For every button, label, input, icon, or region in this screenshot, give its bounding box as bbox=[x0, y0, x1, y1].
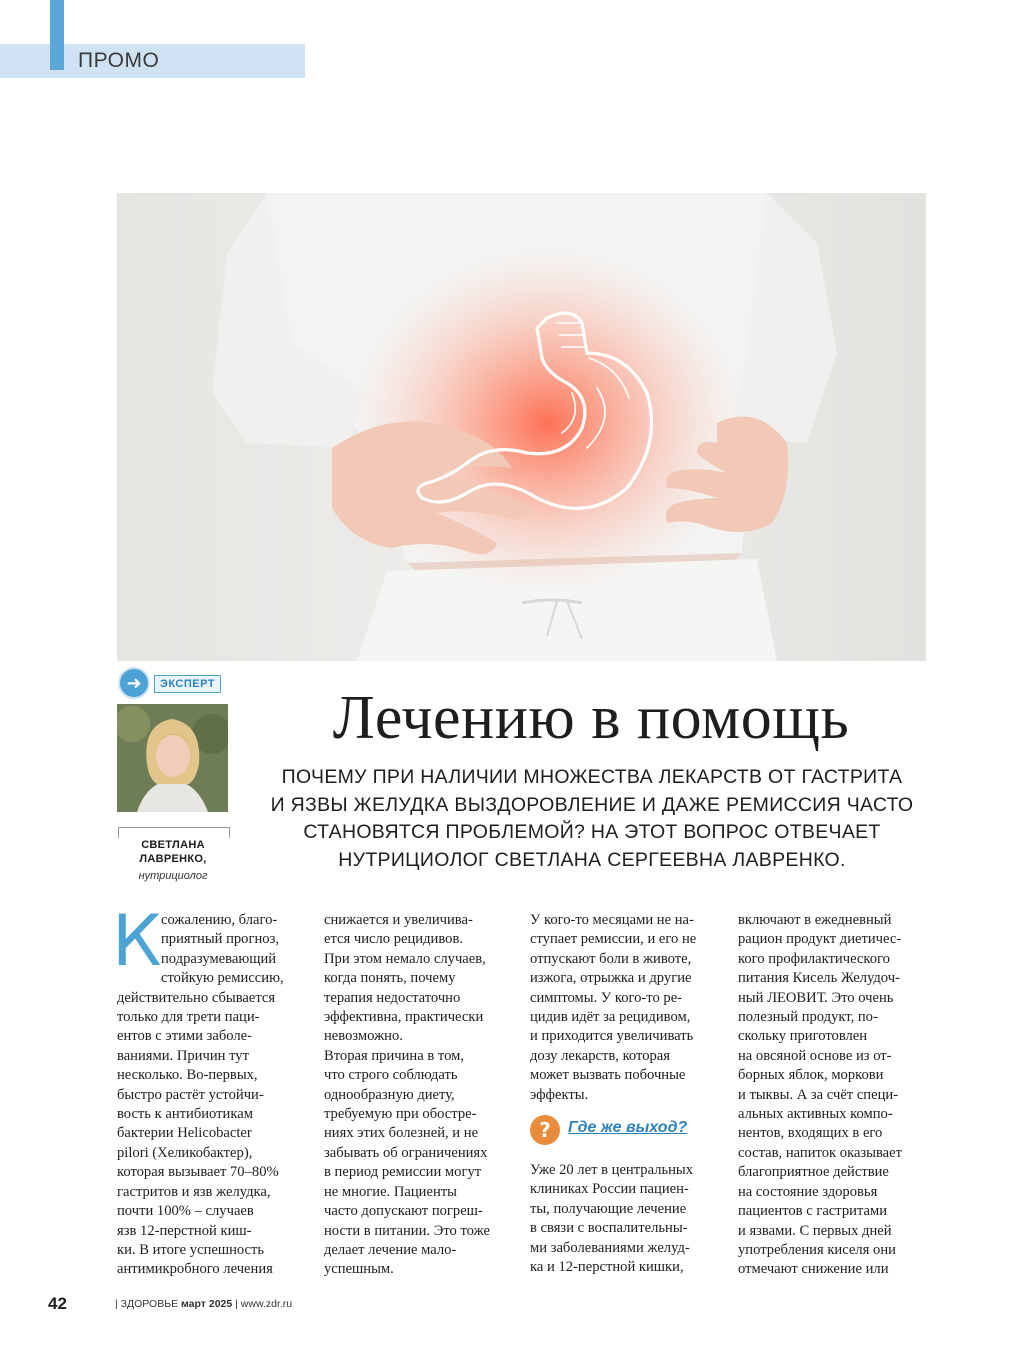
expert-portrait bbox=[117, 704, 228, 812]
text-line: пациентов с гастритами bbox=[738, 1203, 888, 1220]
subheading-text: Где же выход? bbox=[568, 1119, 688, 1136]
text-line: в период ремиссии могут bbox=[324, 1164, 482, 1181]
text-line: гастритов и язв желудка, bbox=[117, 1183, 271, 1200]
hero-photo bbox=[117, 193, 926, 661]
text-line: ки. В итоге успешность bbox=[117, 1241, 265, 1258]
text-line: ности в питании. Это тоже bbox=[324, 1222, 490, 1239]
text-line: однообразную диету, bbox=[324, 1086, 455, 1103]
subheading bbox=[530, 1115, 730, 1147]
section-label: ПРОМО bbox=[78, 49, 160, 72]
text-line: эффективна, практически bbox=[324, 1009, 484, 1026]
text-line: скольку приготовлен bbox=[738, 1028, 868, 1045]
text-line: симптомы. У кого-то ре- bbox=[530, 989, 683, 1006]
article-title: Лечению в помощь bbox=[332, 684, 850, 752]
text-line: на овсяной основе из от- bbox=[738, 1047, 892, 1064]
text-line: состав, напиток оказывает bbox=[738, 1144, 903, 1161]
drop-cap: К bbox=[112, 900, 162, 982]
text-line: приятный прогноз, bbox=[161, 931, 279, 948]
stomach-pain-illustration bbox=[117, 193, 926, 661]
expert-divider bbox=[118, 827, 230, 838]
text-line: в связи с воспалительны- bbox=[530, 1220, 688, 1237]
text-line: быстро растёт устойчи- bbox=[117, 1086, 264, 1103]
text-line: требуемую при обостре- bbox=[324, 1106, 477, 1123]
article-column-1 bbox=[117, 911, 305, 1280]
text-line: невозможно. bbox=[324, 1028, 403, 1045]
text-line: и язвами. С первых дней bbox=[738, 1222, 892, 1239]
text-line: антимикробного лечения bbox=[117, 1261, 273, 1278]
expert-role: нутрициолог bbox=[138, 870, 208, 882]
text-line: может вызвать побочные bbox=[530, 1067, 686, 1084]
text-line: дозу лекарств, которая bbox=[530, 1047, 670, 1064]
text-line: клиниках России пациен- bbox=[530, 1181, 689, 1198]
expert-badge bbox=[118, 667, 218, 699]
expert-name: СВЕТЛАНА ЛАВРЕНКО, bbox=[139, 839, 207, 865]
text-line: ка и 12-перстной кишки, bbox=[530, 1259, 684, 1276]
question-icon: ? bbox=[530, 1115, 560, 1145]
text-line: изжога, отрыжка и другие bbox=[530, 970, 692, 987]
text-line: ентов с этими заболе- bbox=[117, 1028, 252, 1045]
text-line: делает лечение мало- bbox=[324, 1241, 457, 1258]
text-line: полезный продукт, по- bbox=[738, 1009, 878, 1026]
text-line: ступает ремиссии, и его не bbox=[530, 931, 697, 948]
text-line: При этом немало случаев, bbox=[324, 950, 486, 967]
text-line: и тыквы. А за счёт специ- bbox=[738, 1086, 899, 1103]
text-line: почти 100% – случаев bbox=[117, 1203, 254, 1220]
text-line: только для трети паци- bbox=[117, 1009, 260, 1026]
footer-info: | ЗДОРОВЬЕ март 2025 | www.zdr.ru bbox=[115, 1298, 293, 1310]
text-line: подразумевающий bbox=[161, 950, 277, 967]
article-column-4 bbox=[738, 911, 928, 1280]
text-line: действительно сбывается bbox=[117, 989, 276, 1006]
text-line: ется число рецидивов. bbox=[324, 931, 463, 948]
text-line: нентов, входящих в его bbox=[738, 1125, 883, 1142]
text-line: когда понять, почему bbox=[324, 970, 456, 987]
text-line: ниях этих болезней, и не bbox=[324, 1125, 479, 1142]
article-column-3-bottom bbox=[530, 1161, 720, 1277]
article-column-2 bbox=[324, 911, 512, 1280]
promo-accent-stripe bbox=[50, 0, 64, 70]
text-line: борных яблок, моркови bbox=[738, 1067, 884, 1084]
text-line: что строго соблюдать bbox=[324, 1067, 458, 1084]
text-line: на состояние здоровья bbox=[738, 1183, 878, 1200]
article-lead: ПОЧЕМУ ПРИ НАЛИЧИИ МНОЖЕСТВА ЛЕКАРСТВ ОТ ГАСТРИТА И ЯЗВЫ ЖЕЛУДКА ВЫЗДОРОВЛЕНИЕ И ДАЖЕ РЕМИССИЯ ЧАСТО СТАНОВЯТСЯ ПРОБЛЕМОЙ? НА ЭТОТ ВОПРОС ОТВЕЧАЕТ НУТРИЦИОЛОГ СВЕТЛАНА СЕРГЕЕВНА ЛАВРЕНКО. bbox=[270, 766, 914, 871]
text-line: ми заболеваниями желуд- bbox=[530, 1239, 690, 1256]
text-line: ты, получающие лечение bbox=[530, 1200, 687, 1217]
text-line: ваниями. Причин тут bbox=[117, 1047, 249, 1064]
text-line: терапия недостаточно bbox=[324, 989, 461, 1006]
text-line: употребления киселя они bbox=[738, 1241, 896, 1258]
text-line: часто допускают погреш- bbox=[324, 1203, 483, 1220]
text-line: У кого-то месяцами не на- bbox=[530, 912, 694, 928]
text-line: альных активных компо- bbox=[738, 1106, 893, 1123]
text-line: включают в ежедневный bbox=[738, 912, 892, 928]
arrow-right-icon: ➜ bbox=[118, 667, 150, 699]
text-line: не многие. Пациенты bbox=[324, 1183, 457, 1200]
text-line: и приходится увеличивать bbox=[530, 1028, 694, 1045]
text-line: несколько. Во-первых, bbox=[117, 1067, 258, 1084]
page-number: 42 bbox=[48, 1294, 67, 1313]
article-column-3-top bbox=[530, 911, 720, 1105]
text-line: отмечают снижение или bbox=[738, 1261, 889, 1278]
text-line: эффекты. bbox=[530, 1086, 589, 1103]
text-line: питания Кисель Желудоч- bbox=[738, 970, 900, 987]
text-line: Уже 20 лет в центральных bbox=[530, 1162, 694, 1178]
text-line: которая вызывает 70–80% bbox=[117, 1164, 279, 1181]
text-line: вость к антибиотикам bbox=[117, 1106, 253, 1123]
expert-badge-label: ЭКСПЕРТ bbox=[154, 675, 221, 693]
text-line: рацион продукт диетичес- bbox=[738, 931, 902, 948]
text-line: стойкую ремиссию, bbox=[161, 970, 284, 987]
text-line: ный ЛЕОВИТ. Это очень bbox=[738, 989, 894, 1006]
text-line: отпускают боли в животе, bbox=[530, 950, 692, 967]
text-line: язв 12-перстной киш- bbox=[117, 1222, 252, 1239]
text-line: забывать об ограничениях bbox=[324, 1144, 488, 1161]
text-line: цидив идёт за рецидивом, bbox=[530, 1009, 691, 1026]
text-line: бактерии Helicobacter bbox=[117, 1125, 252, 1142]
text-line: благоприятное действие bbox=[738, 1164, 889, 1181]
text-line: снижается и увеличива- bbox=[324, 912, 473, 928]
text-line: pilori (Хеликобактер), bbox=[117, 1144, 253, 1161]
text-line: успешным. bbox=[324, 1261, 394, 1278]
text-line: Вторая причина в том, bbox=[324, 1047, 464, 1064]
text-line: сожалению, благо- bbox=[161, 912, 278, 928]
text-line: кого профилактического bbox=[738, 950, 890, 967]
